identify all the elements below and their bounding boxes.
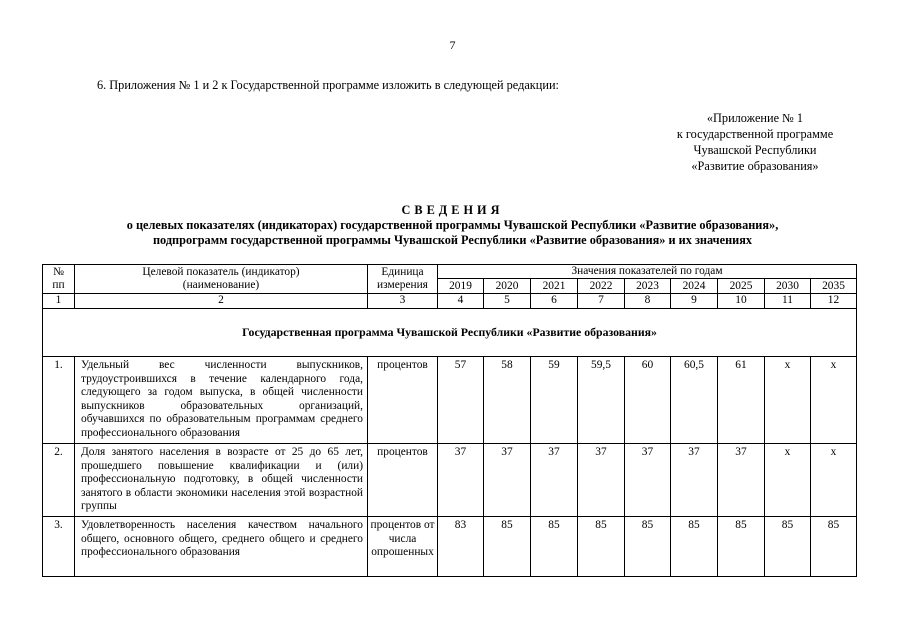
row-value: 83 (438, 517, 484, 577)
row-value: 37 (625, 444, 671, 517)
section-title: Государственная программа Чувашской Республики «Развитие образования» (43, 309, 857, 357)
table-row (43, 357, 857, 444)
header-indicator (75, 265, 368, 294)
indicators-table (42, 264, 857, 577)
row-value: 37 (578, 444, 625, 517)
row-unit: процентов (368, 357, 438, 444)
column-number: 6 (531, 294, 578, 309)
heading-line-2: подпрограмм государственной программы Чувашской Республики «Развитие образования» и их значениях (152, 233, 753, 247)
header-unit-line-1: Единица (381, 266, 424, 278)
header-number-line-1: № (53, 266, 64, 278)
year-header: 2022 (578, 279, 625, 294)
row-value: 85 (718, 517, 765, 577)
column-number: 3 (368, 294, 438, 309)
row-value: 61 (718, 357, 765, 444)
header-values-by-year: Значения показателей по годам (438, 265, 857, 279)
table-row (43, 444, 857, 517)
year-header: 2035 (811, 279, 857, 294)
column-number: 10 (718, 294, 765, 309)
row-unit: процентов (368, 444, 438, 517)
row-value: 57 (438, 357, 484, 444)
row-unit: процентов от числа опрошенных (368, 517, 438, 577)
heading-title: СВЕДЕНИЯ (401, 203, 504, 217)
appendix-line-4: «Развитие образования» (691, 159, 819, 173)
year-header: 2019 (438, 279, 484, 294)
header-indicator-line-1: Целевой показатель (индикатор) (142, 266, 300, 278)
appendix-line-2: к государственной программе (676, 127, 834, 141)
year-header: 2024 (671, 279, 718, 294)
row-value: х (765, 357, 811, 444)
row-value: 85 (484, 517, 531, 577)
page-number: 7 (449, 38, 456, 52)
column-number: 5 (484, 294, 531, 309)
year-header: 2023 (625, 279, 671, 294)
row-value: 85 (625, 517, 671, 577)
header-unit (368, 265, 438, 294)
year-header: 2025 (718, 279, 765, 294)
row-value: 85 (671, 517, 718, 577)
row-value: х (811, 357, 857, 444)
heading-line-1: о целевых показателях (индикаторах) государственной программы Чувашской Республики «Развитие образования», (126, 218, 779, 232)
column-number: 1 (43, 294, 75, 309)
appendix-line-3: Чувашской Республики (693, 143, 817, 157)
year-header: 2020 (484, 279, 531, 294)
column-number: 11 (765, 294, 811, 309)
header-number (43, 265, 75, 294)
column-number: 2 (75, 294, 368, 309)
row-number: 1. (43, 357, 75, 444)
appendix-caption (640, 110, 870, 174)
header-unit-line-2: измерения (377, 279, 428, 291)
row-value: 85 (578, 517, 625, 577)
row-value: 85 (531, 517, 578, 577)
row-value: 85 (765, 517, 811, 577)
column-number: 8 (625, 294, 671, 309)
intro-paragraph: 6. Приложения № 1 и 2 к Государственной программе изложить в следующей редакции: (97, 78, 559, 92)
row-value: х (811, 444, 857, 517)
row-value: 37 (531, 444, 578, 517)
table-row (43, 517, 857, 577)
row-value: 58 (484, 357, 531, 444)
row-value: 85 (811, 517, 857, 577)
year-header: 2030 (765, 279, 811, 294)
row-value: х (765, 444, 811, 517)
row-indicator: Удовлетворенность населения качеством начального общего, основного общего, среднего общего и среднего профессионального образования (75, 517, 368, 577)
document-heading (0, 203, 905, 248)
row-value: 37 (671, 444, 718, 517)
column-number: 9 (671, 294, 718, 309)
row-value: 59,5 (578, 357, 625, 444)
year-header: 2021 (531, 279, 578, 294)
row-indicator: Доля занятого населения в возрасте от 25 до 65 лет, прошедшего повышение квалификации и (или) профессиональную подготовку, в общей численности занятого в области экономики населения этой возрастной группы (75, 444, 368, 517)
header-number-line-2: пп (52, 279, 65, 291)
row-number: 3. (43, 517, 75, 577)
row-indicator: Удельный вес численности выпускников, трудоустроившихся в течение календарного года, следующего за годом выпуска, в общей численности выпускников образовательных организаций, обучавшихся по образовательным программам среднего профессионального образования (75, 357, 368, 444)
row-value: 60,5 (671, 357, 718, 444)
row-value: 37 (484, 444, 531, 517)
column-number: 12 (811, 294, 857, 309)
row-value: 37 (438, 444, 484, 517)
row-value: 59 (531, 357, 578, 444)
header-indicator-line-2: (наименование) (182, 279, 260, 291)
row-value: 60 (625, 357, 671, 444)
appendix-line-1: «Приложение № 1 (706, 111, 804, 125)
row-value: 37 (718, 444, 765, 517)
column-number: 4 (438, 294, 484, 309)
row-number: 2. (43, 444, 75, 517)
column-number: 7 (578, 294, 625, 309)
